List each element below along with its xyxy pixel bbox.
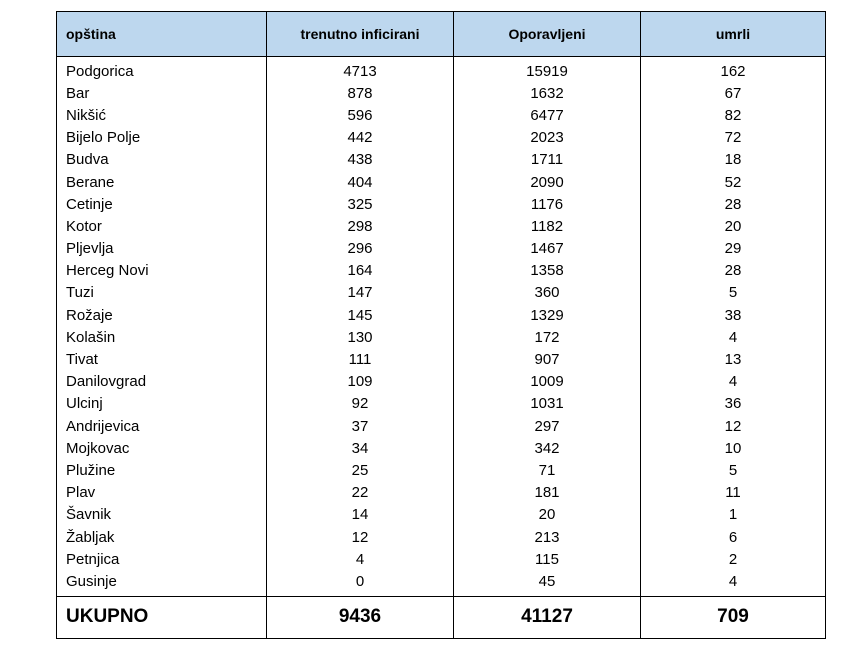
table-row xyxy=(57,215,826,237)
header-deceased: umrli xyxy=(641,12,826,57)
recovered-cell: 6477 xyxy=(454,104,641,126)
table-row xyxy=(57,393,826,415)
table-row xyxy=(57,57,826,83)
municipality-cell: Bar xyxy=(57,82,267,104)
recovered-cell: 172 xyxy=(454,326,641,348)
infected-cell: 34 xyxy=(267,437,454,459)
table-row xyxy=(57,149,826,171)
total-infected: 9436 xyxy=(267,596,454,638)
municipality-cell: Gusinje xyxy=(57,570,267,596)
infected-cell: 325 xyxy=(267,193,454,215)
municipality-cell: Mojkovac xyxy=(57,437,267,459)
infected-cell: 4 xyxy=(267,548,454,570)
table-row xyxy=(57,171,826,193)
recovered-cell: 181 xyxy=(454,482,641,504)
table-row xyxy=(57,459,826,481)
infected-cell: 404 xyxy=(267,171,454,193)
municipality-cell: Andrijevica xyxy=(57,415,267,437)
deceased-cell: 72 xyxy=(641,127,826,149)
deceased-cell: 162 xyxy=(641,57,826,83)
recovered-cell: 907 xyxy=(454,348,641,370)
municipality-cell: Žabljak xyxy=(57,526,267,548)
deceased-cell: 36 xyxy=(641,393,826,415)
deceased-cell: 82 xyxy=(641,104,826,126)
deceased-cell: 1 xyxy=(641,504,826,526)
total-recovered: 41127 xyxy=(454,596,641,638)
table-row xyxy=(57,238,826,260)
recovered-cell: 1009 xyxy=(454,371,641,393)
infected-cell: 22 xyxy=(267,482,454,504)
recovered-cell: 1467 xyxy=(454,238,641,260)
deceased-cell: 6 xyxy=(641,526,826,548)
infected-cell: 109 xyxy=(267,371,454,393)
municipality-cell: Šavnik xyxy=(57,504,267,526)
infected-cell: 37 xyxy=(267,415,454,437)
deceased-cell: 11 xyxy=(641,482,826,504)
recovered-cell: 1031 xyxy=(454,393,641,415)
recovered-cell: 1711 xyxy=(454,149,641,171)
recovered-cell: 1182 xyxy=(454,215,641,237)
recovered-cell: 360 xyxy=(454,282,641,304)
deceased-cell: 12 xyxy=(641,415,826,437)
table-row xyxy=(57,504,826,526)
table-row xyxy=(57,482,826,504)
table-row xyxy=(57,82,826,104)
table-footer xyxy=(57,596,826,638)
table-header xyxy=(57,12,826,57)
municipality-cell: Budva xyxy=(57,149,267,171)
header-currently-infected: trenutno inficirani xyxy=(267,12,454,57)
infected-cell: 596 xyxy=(267,104,454,126)
recovered-cell: 2090 xyxy=(454,171,641,193)
recovered-cell: 15919 xyxy=(454,57,641,83)
infected-cell: 298 xyxy=(267,215,454,237)
total-deceased: 709 xyxy=(641,596,826,638)
municipality-cell: Berane xyxy=(57,171,267,193)
header-recovered: Oporavljeni xyxy=(454,12,641,57)
header-municipality: opština xyxy=(57,12,267,57)
deceased-cell: 28 xyxy=(641,260,826,282)
table-row xyxy=(57,127,826,149)
infected-cell: 25 xyxy=(267,459,454,481)
deceased-cell: 29 xyxy=(641,238,826,260)
municipality-cell: Plužine xyxy=(57,459,267,481)
table-row xyxy=(57,104,826,126)
recovered-cell: 45 xyxy=(454,570,641,596)
infected-cell: 147 xyxy=(267,282,454,304)
deceased-cell: 52 xyxy=(641,171,826,193)
municipality-cell: Pljevlja xyxy=(57,238,267,260)
infected-cell: 145 xyxy=(267,304,454,326)
table-row xyxy=(57,304,826,326)
infected-cell: 130 xyxy=(267,326,454,348)
infected-cell: 14 xyxy=(267,504,454,526)
municipality-cell: Tivat xyxy=(57,348,267,370)
municipality-cell: Tuzi xyxy=(57,282,267,304)
deceased-cell: 5 xyxy=(641,282,826,304)
infected-cell: 442 xyxy=(267,127,454,149)
deceased-cell: 2 xyxy=(641,548,826,570)
table-row xyxy=(57,415,826,437)
municipality-cell: Podgorica xyxy=(57,57,267,83)
deceased-cell: 20 xyxy=(641,215,826,237)
recovered-cell: 1358 xyxy=(454,260,641,282)
header-row xyxy=(57,12,826,57)
recovered-cell: 1632 xyxy=(454,82,641,104)
recovered-cell: 71 xyxy=(454,459,641,481)
deceased-cell: 13 xyxy=(641,348,826,370)
recovered-cell: 2023 xyxy=(454,127,641,149)
total-label: UKUPNO xyxy=(57,596,267,638)
infected-cell: 296 xyxy=(267,238,454,260)
deceased-cell: 28 xyxy=(641,193,826,215)
deceased-cell: 4 xyxy=(641,570,826,596)
table-row xyxy=(57,437,826,459)
recovered-cell: 342 xyxy=(454,437,641,459)
municipality-cell: Herceg Novi xyxy=(57,260,267,282)
infected-cell: 878 xyxy=(267,82,454,104)
infected-cell: 4713 xyxy=(267,57,454,83)
recovered-cell: 297 xyxy=(454,415,641,437)
total-row xyxy=(57,596,826,638)
recovered-cell: 1176 xyxy=(454,193,641,215)
recovered-cell: 213 xyxy=(454,526,641,548)
municipality-cell: Plav xyxy=(57,482,267,504)
municipality-cell: Danilovgrad xyxy=(57,371,267,393)
municipality-cell: Rožaje xyxy=(57,304,267,326)
table-row xyxy=(57,282,826,304)
table-row xyxy=(57,526,826,548)
table-row xyxy=(57,348,826,370)
municipality-cell: Cetinje xyxy=(57,193,267,215)
deceased-cell: 38 xyxy=(641,304,826,326)
municipality-cell: Bijelo Polje xyxy=(57,127,267,149)
table-row xyxy=(57,570,826,596)
recovered-cell: 1329 xyxy=(454,304,641,326)
infected-cell: 0 xyxy=(267,570,454,596)
covid-municipality-table xyxy=(56,11,826,639)
deceased-cell: 5 xyxy=(641,459,826,481)
municipality-cell: Ulcinj xyxy=(57,393,267,415)
table-row xyxy=(57,193,826,215)
deceased-cell: 18 xyxy=(641,149,826,171)
infected-cell: 111 xyxy=(267,348,454,370)
municipality-cell: Kotor xyxy=(57,215,267,237)
table-row xyxy=(57,371,826,393)
table-row xyxy=(57,548,826,570)
table-body xyxy=(57,57,826,597)
infected-cell: 164 xyxy=(267,260,454,282)
recovered-cell: 20 xyxy=(454,504,641,526)
municipality-cell: Nikšić xyxy=(57,104,267,126)
deceased-cell: 10 xyxy=(641,437,826,459)
infected-cell: 438 xyxy=(267,149,454,171)
recovered-cell: 115 xyxy=(454,548,641,570)
table-row xyxy=(57,326,826,348)
deceased-cell: 4 xyxy=(641,371,826,393)
deceased-cell: 67 xyxy=(641,82,826,104)
municipality-cell: Petnjica xyxy=(57,548,267,570)
municipality-cell: Kolašin xyxy=(57,326,267,348)
deceased-cell: 4 xyxy=(641,326,826,348)
table-row xyxy=(57,260,826,282)
infected-cell: 92 xyxy=(267,393,454,415)
infected-cell: 12 xyxy=(267,526,454,548)
